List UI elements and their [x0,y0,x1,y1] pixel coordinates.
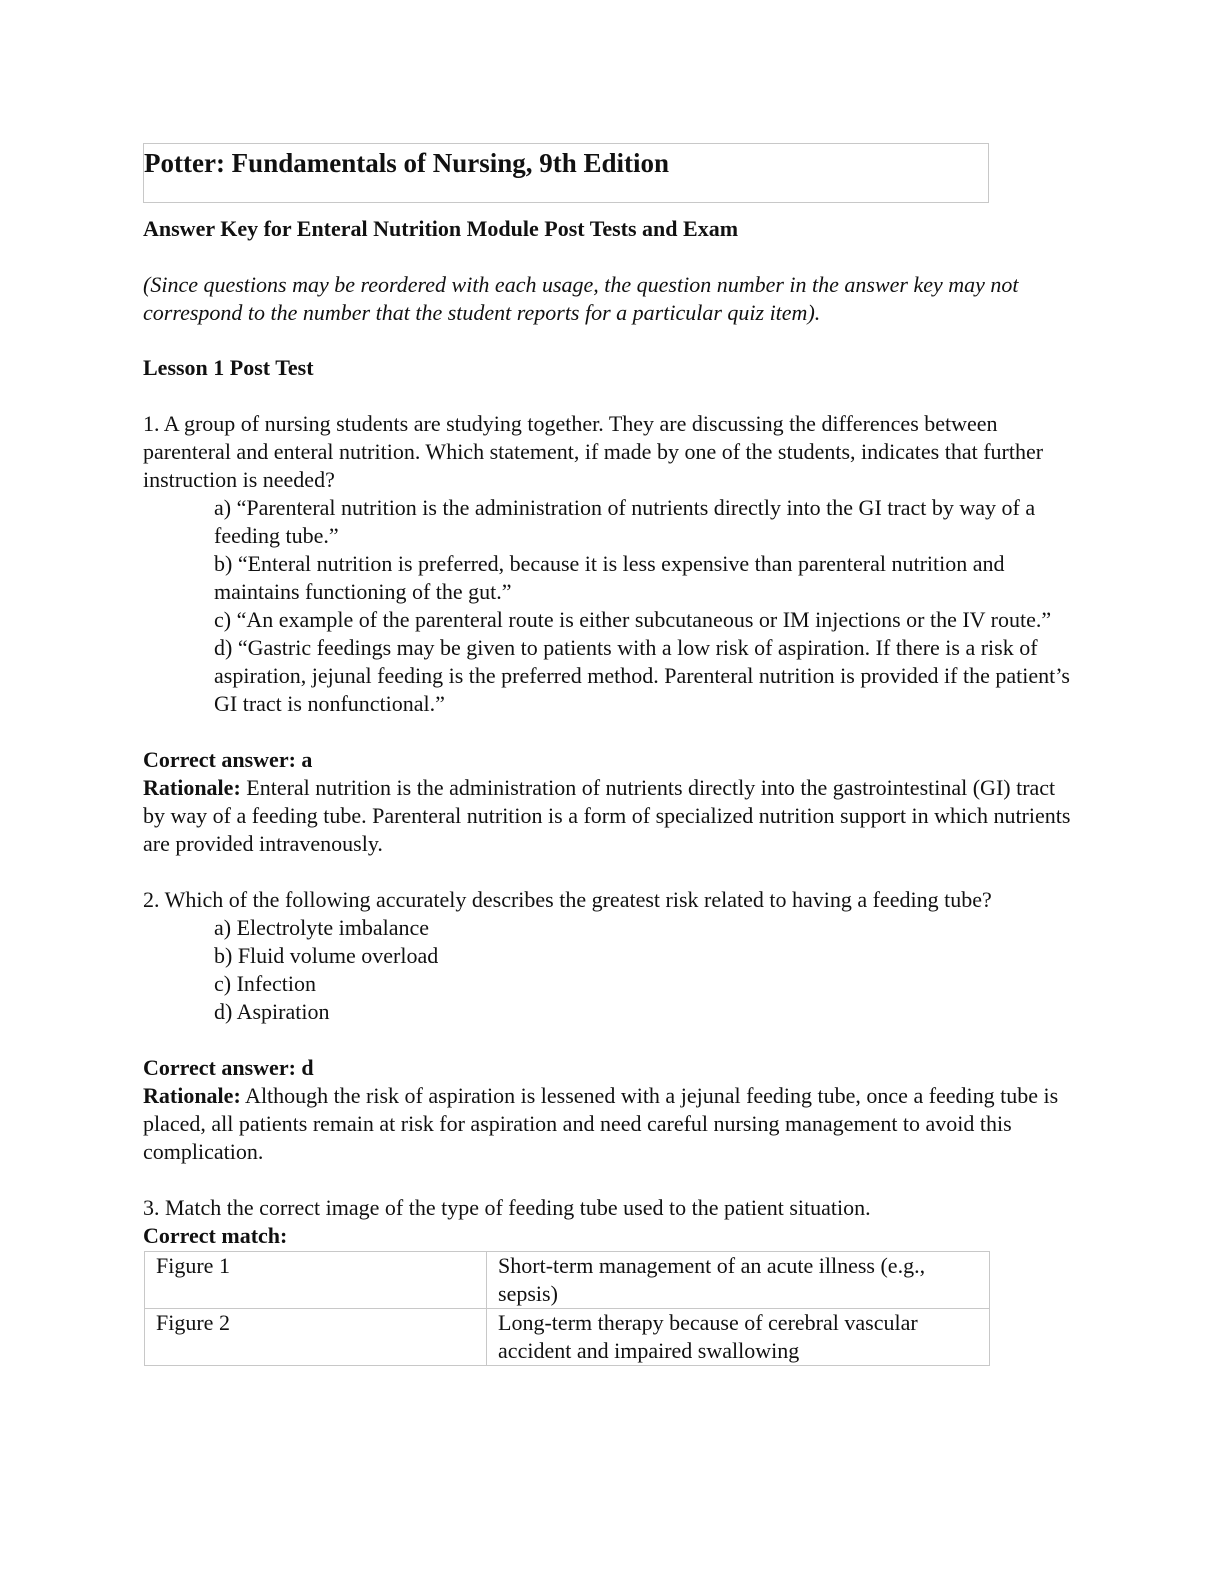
option-b: b) Fluid volume overload [214,943,439,968]
match-label: Correct match: [143,1223,288,1248]
table-row [145,1309,990,1366]
question-2 [143,886,1073,1026]
match-table [144,1251,990,1366]
answer-block-2 [143,1054,1073,1166]
table-cell-figure: Figure 2 [145,1309,487,1366]
rationale-text: Enteral nutrition is the administration of nutrients directly into the gastrointestinal (GI) tract by way of a feeding tube. Parenteral nutrition is a form of specialized nutrition support in which nutrients are provided intravenously. [143,775,1071,856]
option-a: a) “Parenteral nutrition is the administration of nutrients directly into the GI tract by way of a feeding tube.” [214,495,1036,548]
reorder-note: (Since questions may be reordered with each usage, the question number in the answer key may not correspond to the number that the student reports for a particular quiz item). [143,272,1019,325]
correct-answer: Correct answer: a [143,747,313,772]
table-row [145,1252,990,1309]
document-page [143,143,1073,1366]
rationale-label: Rationale: [143,1083,241,1108]
option-c: c) “An example of the parenteral route is either subcutaneous or IM injections or the IV route.” [214,607,1052,632]
lesson-heading: Lesson 1 Post Test [143,355,314,380]
option-d: d) “Gastric feedings may be given to patients with a low risk of aspiration. If there is a risk of aspiration, jejunal feeding is the preferred method. Parenteral nutrition is provided if the patient’s GI tract is nonfunctional.” [214,635,1070,716]
document-title: Potter: Fundamentals of Nursing, 9th Edition [144,148,670,178]
question-stem: 2. Which of the following accurately describes the greatest risk related to having a feeding tube? [143,887,992,912]
table-cell-situation: Short-term management of an acute illness (e.g., sepsis) [487,1252,990,1309]
answer-block-1 [143,746,1073,858]
question-3 [143,1194,1073,1250]
correct-answer: Correct answer: d [143,1055,314,1080]
option-c: c) Infection [214,971,316,996]
option-b: b) “Enteral nutrition is preferred, because it is less expensive than parenteral nutrition and maintains functioning of the gut.” [214,551,1005,604]
option-list [214,914,1073,1026]
question-1 [143,410,1073,718]
table-cell-situation: Long-term therapy because of cerebral vascular accident and impaired swallowing [487,1309,990,1366]
option-list [214,494,1073,718]
table-cell-figure: Figure 1 [145,1252,487,1309]
title-box [143,143,989,203]
document-subtitle: Answer Key for Enteral Nutrition Module Post Tests and Exam [143,216,739,241]
rationale-label: Rationale: [143,775,241,800]
rationale [143,774,1073,858]
rationale [143,1082,1073,1166]
option-a: a) Electrolyte imbalance [214,915,429,940]
question-stem: 3. Match the correct image of the type of feeding tube used to the patient situation. [143,1195,871,1220]
option-d: d) Aspiration [214,999,330,1024]
question-stem: 1. A group of nursing students are studying together. They are discussing the differences between parenteral and enteral nutrition. Which statement, if made by one of the students, indicates that further instruction is needed? [143,411,1044,492]
rationale-text: Although the risk of aspiration is lessened with a jejunal feeding tube, once a feeding tube is placed, all patients remain at risk for aspiration and need careful nursing management to avoid this complication. [143,1083,1059,1164]
